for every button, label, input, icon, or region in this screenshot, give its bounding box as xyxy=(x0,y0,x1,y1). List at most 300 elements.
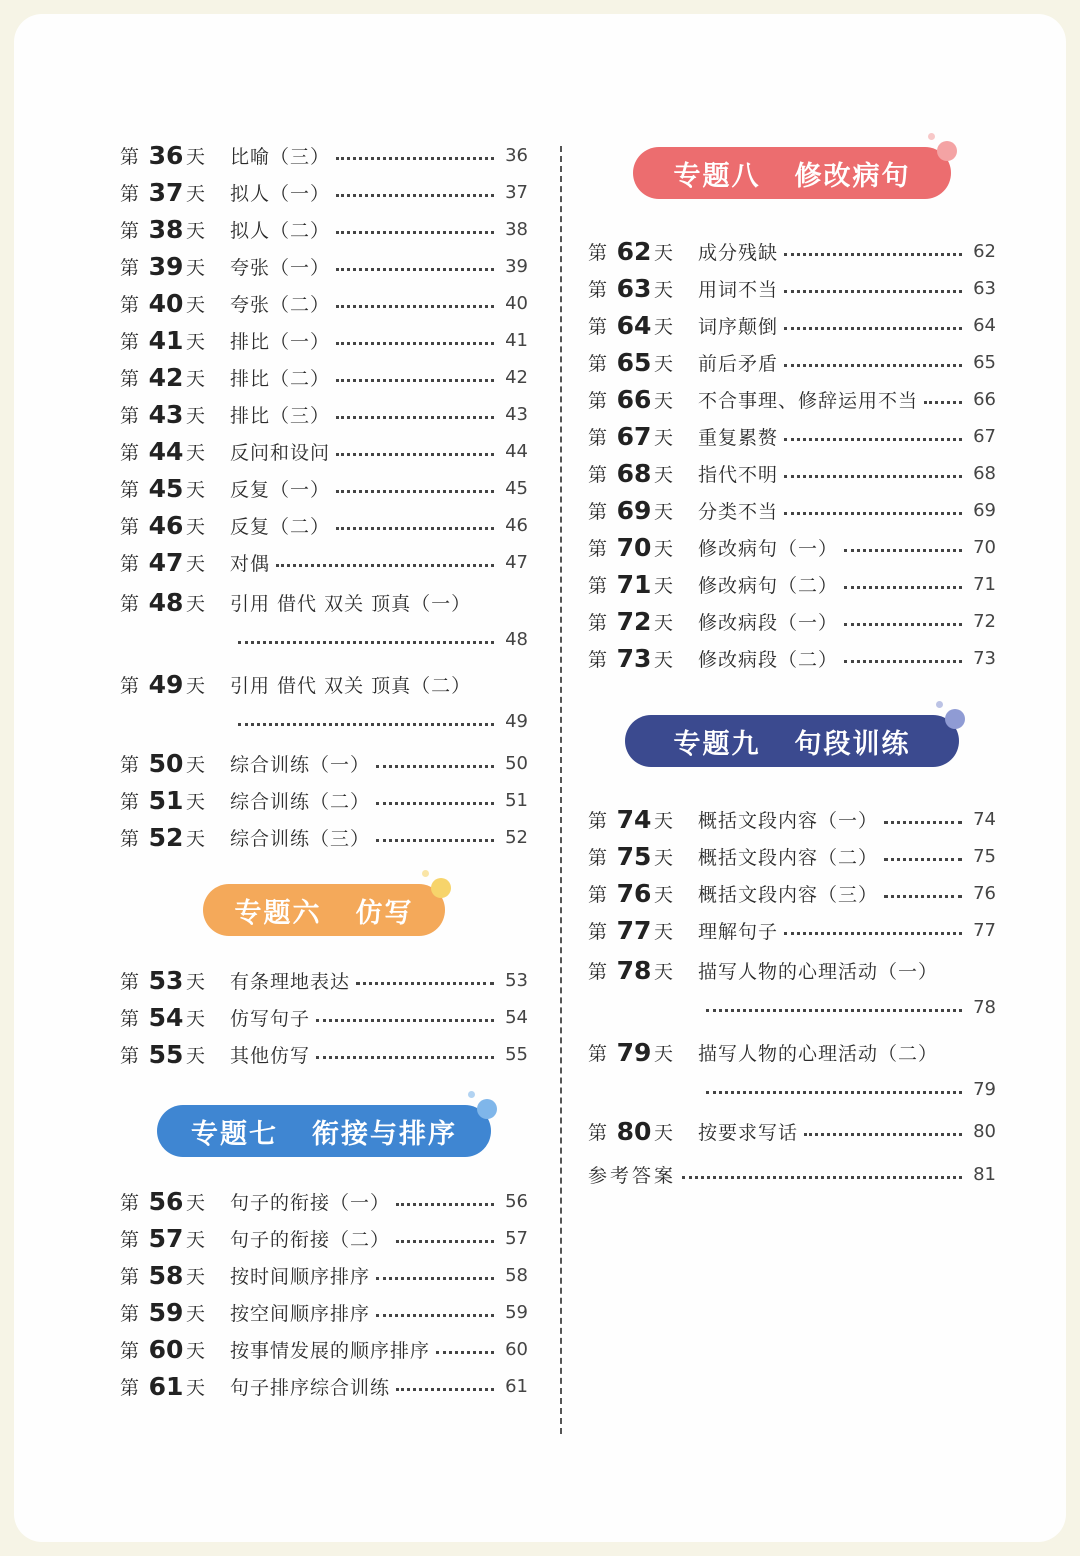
entry-day-number: 60 xyxy=(148,1335,184,1364)
dotted-leader xyxy=(884,895,962,898)
entry-prefix: 第 xyxy=(120,592,141,615)
entry-page-number: 44 xyxy=(505,441,528,462)
entry-suffix: 天 xyxy=(654,538,675,560)
dotted-leader xyxy=(336,268,494,271)
entry-day-number: 54 xyxy=(148,1003,184,1032)
toc-entry[interactable] xyxy=(588,949,996,991)
entry-suffix: 天 xyxy=(654,575,675,597)
toc-entry[interactable] xyxy=(120,819,528,856)
toc-entry[interactable] xyxy=(588,455,996,492)
entry-title: 理解句子 xyxy=(698,921,779,943)
entry-suffix: 天 xyxy=(654,649,675,671)
entry-day-number: 71 xyxy=(616,570,652,599)
toc-entry[interactable] xyxy=(588,801,996,838)
dotted-leader xyxy=(884,858,962,861)
bubble-icon xyxy=(936,701,943,708)
entry-page-number: 66 xyxy=(973,389,996,410)
entry-title: 修改病段（二） xyxy=(698,649,839,671)
entry-prefix: 第 xyxy=(120,1229,141,1251)
entry-day-number: 80 xyxy=(616,1117,652,1146)
entry-page-number: 75 xyxy=(973,846,996,867)
entry-prefix: 第 xyxy=(588,501,609,523)
entry-day-number: 38 xyxy=(148,215,184,244)
entry-page-number: 57 xyxy=(505,1228,528,1249)
entry-day-number: 48 xyxy=(148,587,184,617)
entry-page-number: 64 xyxy=(973,315,996,336)
entry-day-number: 37 xyxy=(148,178,184,207)
entry-prefix: 第 xyxy=(120,1340,141,1362)
bubble-icon xyxy=(422,870,429,877)
section-name: 衔接与排序 xyxy=(312,1118,457,1150)
entry-suffix: 天 xyxy=(186,405,207,427)
toc-entry[interactable] xyxy=(588,640,996,677)
toc-group xyxy=(588,801,996,949)
entry-title: 综合训练（二） xyxy=(230,791,371,813)
toc-entry[interactable] xyxy=(588,492,996,529)
toc-entry-continuation[interactable] xyxy=(588,991,996,1023)
entry-page-number: 78 xyxy=(973,996,996,1018)
entry-day-number: 75 xyxy=(616,842,652,871)
entry-title: 按事情发展的顺序排序 xyxy=(230,1340,431,1362)
section-label: 专题九 xyxy=(673,728,761,760)
entry-prefix: 第 xyxy=(120,257,141,279)
toc-entry[interactable] xyxy=(120,1331,528,1368)
toc-entry[interactable] xyxy=(120,433,528,470)
entry-suffix: 天 xyxy=(654,810,675,832)
dotted-leader xyxy=(706,1009,962,1012)
dotted-leader xyxy=(784,327,962,330)
toc-group xyxy=(120,962,528,1073)
entry-page-number: 71 xyxy=(973,574,996,595)
section-name: 仿写 xyxy=(355,897,414,929)
toc-group xyxy=(120,745,528,856)
right-column xyxy=(588,137,996,1193)
section-label: 专题八 xyxy=(673,160,761,192)
entry-title: 概括文段内容（三） xyxy=(698,884,879,906)
entry-day-number: 63 xyxy=(616,274,652,303)
entry-prefix: 第 xyxy=(588,884,609,906)
entry-day-number: 40 xyxy=(148,289,184,318)
entry-suffix: 天 xyxy=(654,390,675,412)
entry-prefix: 第 xyxy=(120,331,141,353)
toc-entry[interactable] xyxy=(120,1368,528,1405)
dotted-leader xyxy=(376,802,494,805)
entry-title: 前后矛盾 xyxy=(698,353,779,375)
entry-prefix: 第 xyxy=(588,1042,609,1065)
section-header-7[interactable] xyxy=(157,1105,491,1157)
bubble-icon xyxy=(945,709,965,729)
entry-title: 按时间顺序排序 xyxy=(230,1266,371,1288)
toc-entry[interactable] xyxy=(588,838,996,875)
toc-entry[interactable] xyxy=(588,233,996,270)
entry-title: 句子排序综合训练 xyxy=(230,1377,391,1399)
entry-page-number: 60 xyxy=(505,1339,528,1360)
dotted-leader xyxy=(784,475,962,478)
toc-entry-continuation[interactable] xyxy=(120,623,528,655)
toc-entry[interactable] xyxy=(120,999,528,1036)
dotted-leader xyxy=(336,231,494,234)
entry-prefix: 第 xyxy=(588,427,609,449)
entry-title: 引用 借代 双关 顶真（二） xyxy=(230,674,472,697)
bubble-icon xyxy=(477,1099,497,1119)
entry-day-number: 68 xyxy=(616,459,652,488)
section-header-6[interactable] xyxy=(203,884,445,936)
entry-suffix: 天 xyxy=(186,479,207,501)
column-divider xyxy=(560,146,562,1434)
entry-prefix: 第 xyxy=(588,390,609,412)
entry-day-number: 46 xyxy=(148,511,184,540)
entry-day-number: 64 xyxy=(616,311,652,340)
entry-title: 修改病段（一） xyxy=(698,612,839,634)
entry-day-number: 66 xyxy=(616,385,652,414)
entry-page-number: 72 xyxy=(973,611,996,632)
toc-entry[interactable] xyxy=(120,782,528,819)
entry-title: 综合训练（三） xyxy=(230,828,371,850)
entry-day-number: 45 xyxy=(148,474,184,503)
toc-group xyxy=(588,233,996,677)
entry-suffix: 天 xyxy=(186,1008,207,1030)
entry-prefix: 第 xyxy=(120,220,141,242)
entry-suffix: 天 xyxy=(186,146,207,168)
entry-page-number: 59 xyxy=(505,1302,528,1323)
dotted-leader xyxy=(376,1277,494,1280)
entry-day-number: 74 xyxy=(616,805,652,834)
entry-page-number: 62 xyxy=(973,241,996,262)
entry-page-number: 37 xyxy=(505,182,528,203)
toc-group xyxy=(120,581,528,737)
toc-entry[interactable] xyxy=(588,381,996,418)
entry-page-number: 65 xyxy=(973,352,996,373)
toc-entry[interactable] xyxy=(588,603,996,640)
dotted-leader xyxy=(316,1019,494,1022)
entry-title: 成分残缺 xyxy=(698,242,779,264)
dotted-leader xyxy=(884,821,962,824)
toc-entry-continuation[interactable] xyxy=(120,705,528,737)
entry-title: 句子的衔接（一） xyxy=(230,1192,391,1214)
entry-page-number: 40 xyxy=(505,293,528,314)
entry-suffix: 天 xyxy=(186,791,207,813)
dotted-leader xyxy=(336,453,494,456)
toc-group xyxy=(120,137,528,581)
entry-title: 概括文段内容（二） xyxy=(698,847,879,869)
entry-page-number: 63 xyxy=(973,278,996,299)
section-label: 专题六 xyxy=(234,897,322,929)
entry-page-number: 56 xyxy=(505,1191,528,1212)
entry-page-number: 70 xyxy=(973,537,996,558)
entry-prefix: 第 xyxy=(120,791,141,813)
dotted-leader xyxy=(784,253,962,256)
toc-entry[interactable] xyxy=(120,211,528,248)
toc-entry[interactable] xyxy=(120,248,528,285)
entry-page-number: 45 xyxy=(505,478,528,499)
toc-entry[interactable] xyxy=(588,270,996,307)
toc-entry[interactable] xyxy=(120,745,528,782)
entry-prefix: 第 xyxy=(120,183,141,205)
toc-entry[interactable] xyxy=(588,1113,996,1150)
entry-title: 其他仿写 xyxy=(230,1045,311,1067)
entry-suffix: 天 xyxy=(186,1266,207,1288)
entry-prefix: 第 xyxy=(588,810,609,832)
entry-day-number: 47 xyxy=(148,548,184,577)
entry-page-number: 39 xyxy=(505,256,528,277)
toc-entry[interactable] xyxy=(120,544,528,581)
entry-title: 修改病句（二） xyxy=(698,575,839,597)
entry-page-number: 74 xyxy=(973,809,996,830)
entry-day-number: 51 xyxy=(148,786,184,815)
entry-day-number: 58 xyxy=(148,1261,184,1290)
entry-suffix: 天 xyxy=(654,612,675,634)
dotted-leader xyxy=(336,194,494,197)
dotted-leader xyxy=(336,490,494,493)
entry-suffix: 天 xyxy=(654,921,675,943)
entry-day-number: 44 xyxy=(148,437,184,466)
toc-entry[interactable] xyxy=(120,470,528,507)
entry-day-number: 77 xyxy=(616,916,652,945)
entry-day-number: 79 xyxy=(616,1037,652,1067)
entry-title: 比喻（三） xyxy=(230,146,331,168)
entry-day-number: 50 xyxy=(148,749,184,778)
entry-title: 修改病句（一） xyxy=(698,538,839,560)
entry-prefix: 第 xyxy=(120,1377,141,1399)
dotted-leader xyxy=(844,549,962,552)
toc-entry[interactable] xyxy=(120,1257,528,1294)
entry-suffix: 天 xyxy=(186,592,207,615)
entry-suffix: 天 xyxy=(654,884,675,906)
entry-suffix: 天 xyxy=(654,427,675,449)
entry-day-number: 67 xyxy=(616,422,652,451)
toc-entry[interactable] xyxy=(120,322,528,359)
toc-entry[interactable] xyxy=(588,566,996,603)
dotted-leader xyxy=(356,982,494,985)
entry-prefix: 第 xyxy=(588,649,609,671)
entry-suffix: 天 xyxy=(186,368,207,390)
entry-title: 综合训练（一） xyxy=(230,754,371,776)
entry-suffix: 天 xyxy=(186,516,207,538)
dotted-leader xyxy=(844,623,962,626)
dotted-leader xyxy=(924,401,962,404)
toc-entry[interactable] xyxy=(120,507,528,544)
entry-suffix: 天 xyxy=(186,257,207,279)
entry-day-number: 49 xyxy=(148,669,184,699)
entry-page-number: 38 xyxy=(505,219,528,240)
entry-prefix: 第 xyxy=(120,442,141,464)
entry-suffix: 天 xyxy=(186,442,207,464)
toc-entry[interactable] xyxy=(120,174,528,211)
dotted-leader xyxy=(784,438,962,441)
toc-entry[interactable] xyxy=(588,1031,996,1073)
entry-page-number: 49 xyxy=(505,710,528,732)
toc-entry[interactable] xyxy=(120,663,528,705)
entry-title: 描写人物的心理活动（一） xyxy=(698,960,939,983)
entry-page-number: 46 xyxy=(505,515,528,536)
dotted-leader xyxy=(396,1240,494,1243)
entry-title: 参考答案 xyxy=(588,1165,677,1187)
entry-prefix: 第 xyxy=(120,754,141,776)
toc-entry[interactable] xyxy=(120,137,528,174)
entry-day-number: 65 xyxy=(616,348,652,377)
entry-prefix: 第 xyxy=(120,1303,141,1325)
entry-prefix: 第 xyxy=(588,575,609,597)
entry-page-number: 47 xyxy=(505,552,528,573)
entry-day-number: 41 xyxy=(148,326,184,355)
entry-prefix: 第 xyxy=(120,971,141,993)
entry-suffix: 天 xyxy=(654,353,675,375)
section-label: 专题七 xyxy=(191,1118,278,1150)
entry-day-number: 57 xyxy=(148,1224,184,1253)
entry-title: 拟人（二） xyxy=(230,220,331,242)
entry-page-number: 68 xyxy=(973,463,996,484)
entry-suffix: 天 xyxy=(186,754,207,776)
entry-prefix: 第 xyxy=(120,146,141,168)
entry-page-number: 54 xyxy=(505,1007,528,1028)
entry-suffix: 天 xyxy=(186,331,207,353)
dotted-leader xyxy=(784,290,962,293)
dotted-leader xyxy=(844,586,962,589)
entry-title: 按要求写话 xyxy=(698,1122,799,1144)
entry-page-number: 67 xyxy=(973,426,996,447)
entry-suffix: 天 xyxy=(654,279,675,301)
bubble-icon xyxy=(937,141,957,161)
left-column xyxy=(120,137,528,1405)
toc-entry[interactable] xyxy=(588,344,996,381)
entry-day-number: 39 xyxy=(148,252,184,281)
entry-suffix: 天 xyxy=(654,1042,675,1065)
dotted-leader xyxy=(396,1203,494,1206)
toc-entry[interactable] xyxy=(120,359,528,396)
entry-day-number: 43 xyxy=(148,400,184,429)
entry-suffix: 天 xyxy=(654,242,675,264)
toc-entry[interactable] xyxy=(120,581,528,623)
entry-title: 仿写句子 xyxy=(230,1008,311,1030)
dotted-leader xyxy=(336,416,494,419)
entry-suffix: 天 xyxy=(186,1303,207,1325)
entry-suffix: 天 xyxy=(186,674,207,697)
entry-title: 按空间顺序排序 xyxy=(230,1303,371,1325)
dotted-leader xyxy=(784,512,962,515)
entry-prefix: 第 xyxy=(120,1266,141,1288)
section-name: 修改病句 xyxy=(794,160,911,192)
entry-suffix: 天 xyxy=(186,220,207,242)
entry-prefix: 第 xyxy=(120,828,141,850)
entry-title: 词序颠倒 xyxy=(698,316,779,338)
dotted-leader xyxy=(336,527,494,530)
dotted-leader xyxy=(784,364,962,367)
entry-title: 反复（二） xyxy=(230,516,331,538)
entry-prefix: 第 xyxy=(120,368,141,390)
toc-entry[interactable] xyxy=(120,962,528,999)
entry-title: 描写人物的心理活动（二） xyxy=(698,1042,939,1065)
entry-title: 用词不当 xyxy=(698,279,779,301)
entry-prefix: 第 xyxy=(588,279,609,301)
entry-title: 反复（一） xyxy=(230,479,331,501)
entry-day-number: 69 xyxy=(616,496,652,525)
dotted-leader xyxy=(336,305,494,308)
entry-title: 分类不当 xyxy=(698,501,779,523)
entry-day-number: 73 xyxy=(616,644,652,673)
section-name: 句段训练 xyxy=(794,728,911,760)
entry-page-number: 43 xyxy=(505,404,528,425)
toc-entry[interactable] xyxy=(588,529,996,566)
section-header-8[interactable] xyxy=(633,147,951,199)
toc-entry[interactable] xyxy=(120,1036,528,1073)
entry-suffix: 天 xyxy=(186,183,207,205)
entry-page-number: 48 xyxy=(505,628,528,650)
entry-suffix: 天 xyxy=(186,971,207,993)
entry-suffix: 天 xyxy=(654,464,675,486)
entry-day-number: 42 xyxy=(148,363,184,392)
entry-prefix: 第 xyxy=(120,1045,141,1067)
entry-page-number: 76 xyxy=(973,883,996,904)
toc-group xyxy=(120,1183,528,1405)
entry-prefix: 第 xyxy=(120,674,141,697)
entry-page-number: 50 xyxy=(505,753,528,774)
dotted-leader xyxy=(316,1056,494,1059)
entry-title: 排比（三） xyxy=(230,405,331,427)
entry-page-number: 58 xyxy=(505,1265,528,1286)
dotted-leader xyxy=(276,564,494,567)
toc-entry[interactable] xyxy=(120,285,528,322)
entry-prefix: 第 xyxy=(120,479,141,501)
entry-title: 夸张（二） xyxy=(230,294,331,316)
entry-page-number: 69 xyxy=(973,500,996,521)
toc-entry[interactable] xyxy=(120,1220,528,1257)
entry-suffix: 天 xyxy=(186,1377,207,1399)
toc-entry[interactable] xyxy=(588,875,996,912)
toc-entry[interactable] xyxy=(588,418,996,455)
toc-entry[interactable] xyxy=(120,396,528,433)
section-header-9[interactable] xyxy=(625,715,959,767)
bubble-icon xyxy=(928,133,935,140)
entry-day-number: 59 xyxy=(148,1298,184,1327)
toc-entry[interactable] xyxy=(588,912,996,949)
entry-day-number: 53 xyxy=(148,966,184,995)
dotted-leader xyxy=(376,765,494,768)
entry-suffix: 天 xyxy=(186,1192,207,1214)
dotted-leader xyxy=(336,342,494,345)
toc-entry-continuation[interactable] xyxy=(588,1073,996,1105)
entry-title: 不合事理、修辞运用不当 xyxy=(698,390,919,412)
toc-entry[interactable] xyxy=(120,1183,528,1220)
toc-entry[interactable] xyxy=(588,307,996,344)
toc-entry-answers[interactable] xyxy=(588,1156,996,1193)
entry-title: 重复累赘 xyxy=(698,427,779,449)
entry-suffix: 天 xyxy=(654,1122,675,1144)
dotted-leader xyxy=(396,1388,494,1391)
entry-prefix: 第 xyxy=(120,1008,141,1030)
dotted-leader xyxy=(436,1351,494,1354)
entry-prefix: 第 xyxy=(120,553,141,575)
entry-page-number: 80 xyxy=(973,1121,996,1142)
entry-title: 引用 借代 双关 顶真（一） xyxy=(230,592,472,615)
entry-suffix: 天 xyxy=(654,501,675,523)
entry-prefix: 第 xyxy=(588,242,609,264)
entry-page-number: 53 xyxy=(505,970,528,991)
entry-prefix: 第 xyxy=(588,538,609,560)
dotted-leader xyxy=(682,1176,962,1179)
entry-page-number: 77 xyxy=(973,920,996,941)
entry-prefix: 第 xyxy=(588,921,609,943)
entry-page-number: 73 xyxy=(973,648,996,669)
entry-day-number: 52 xyxy=(148,823,184,852)
entry-prefix: 第 xyxy=(588,612,609,634)
dotted-leader xyxy=(238,641,494,644)
entry-title: 指代不明 xyxy=(698,464,779,486)
entry-day-number: 36 xyxy=(148,141,184,170)
entry-day-number: 62 xyxy=(616,237,652,266)
entry-prefix: 第 xyxy=(588,960,609,983)
entry-suffix: 天 xyxy=(654,316,675,338)
toc-entry[interactable] xyxy=(120,1294,528,1331)
